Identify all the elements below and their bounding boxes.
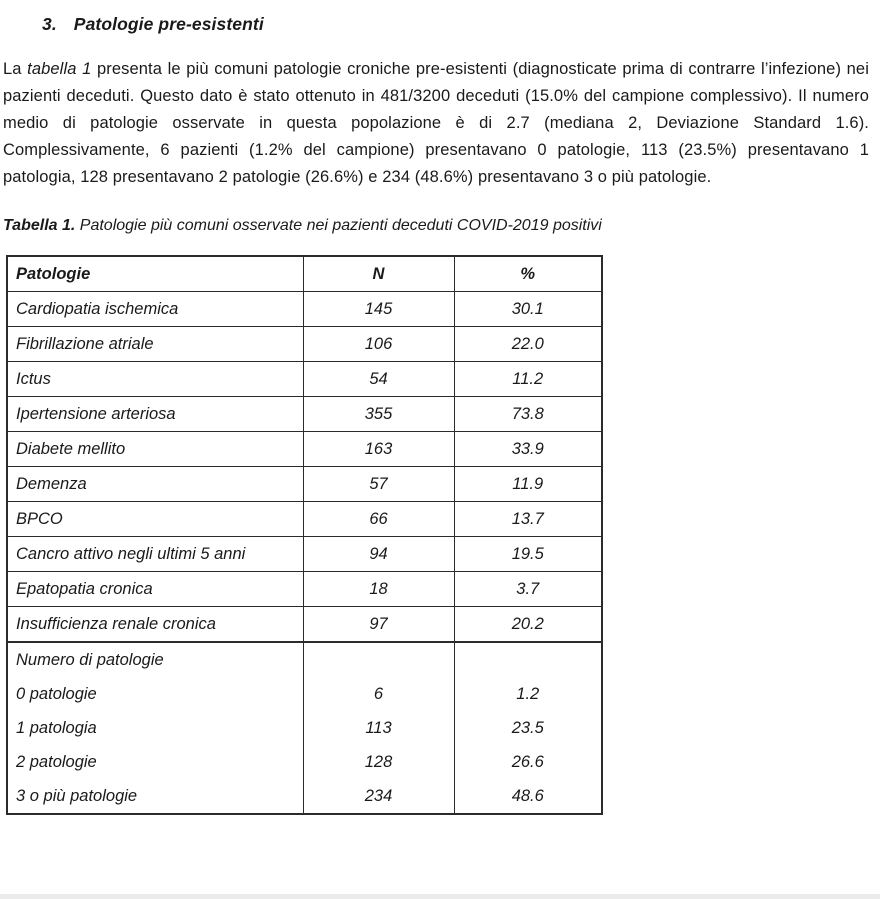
pathology-n: 106 [303, 327, 454, 362]
paragraph-body: presenta le più comuni patologie croniche pre-esistenti (diagnosticate prima di contrarre l’infezione) nei pazienti deceduti. Questo dato è stato ottenuto in 481/3200 deceduti (15.0% del campione complessivo). Il numero medio di patologie osservate in questa popolazione è di 2.7 (mediana 2, Deviazione Standard 1.6). Complessivamente, 6 pazienti (1.2% del campione) presentavano 0 patologie, 113 (23.5%) presentavano 1 patologia, 128 presentavano 2 patologie (26.6%) e 234 (48.6%) presentavano 3 o più patologie. [3, 60, 869, 186]
pathology-percent: 19.5 [454, 537, 602, 572]
pathology-percent: 33.9 [454, 432, 602, 467]
table-row [7, 572, 602, 607]
pathology-percent: 30.1 [454, 292, 602, 327]
pathology-percent: 11.2 [454, 362, 602, 397]
table-row [7, 397, 602, 432]
count-n: 113 [303, 711, 454, 745]
pathology-n: 54 [303, 362, 454, 397]
document-page [0, 14, 880, 899]
pathology-percent: 73.8 [454, 397, 602, 432]
section-row [7, 745, 602, 779]
section-heading-title: Patologie pre-esistenti [73, 14, 264, 34]
intro-paragraph [3, 56, 869, 191]
section-row [7, 711, 602, 745]
pathology-label: Diabete mellito [7, 432, 303, 467]
pathology-percent: 20.2 [454, 607, 602, 643]
section-row [7, 779, 602, 814]
pathology-label: Cancro attivo negli ultimi 5 anni [7, 537, 303, 572]
pathology-n: 94 [303, 537, 454, 572]
section-row [7, 677, 602, 711]
count-n: 6 [303, 677, 454, 711]
table-row [7, 537, 602, 572]
pathology-label: Insufficienza renale cronica [7, 607, 303, 643]
pathology-label: Demenza [7, 467, 303, 502]
column-header-n: N [303, 256, 454, 292]
paragraph-lead: La [3, 60, 28, 78]
pathology-n: 66 [303, 502, 454, 537]
pathology-percent: 3.7 [454, 572, 602, 607]
count-n: 128 [303, 745, 454, 779]
table-row [7, 432, 602, 467]
count-label: 2 patologie [7, 745, 303, 779]
table-row [7, 467, 602, 502]
pathology-percent: 13.7 [454, 502, 602, 537]
pathology-percent: 22.0 [454, 327, 602, 362]
section-heading [42, 14, 880, 35]
pathology-n: 145 [303, 292, 454, 327]
column-header-percent: % [454, 256, 602, 292]
page-bottom-edge [0, 894, 880, 899]
count-label: 0 patologie [7, 677, 303, 711]
pathology-n: 163 [303, 432, 454, 467]
table-caption-text: Patologie più comuni osservate nei pazienti deceduti COVID-2019 positivi [75, 217, 602, 234]
table-row [7, 292, 602, 327]
table-row [7, 502, 602, 537]
count-label: 3 o più patologie [7, 779, 303, 814]
pathology-n: 355 [303, 397, 454, 432]
pathology-table [6, 255, 603, 815]
paragraph-table-reference: tabella 1 [27, 60, 92, 78]
pathology-label: BPCO [7, 502, 303, 537]
pathology-label: Epatopatia cronica [7, 572, 303, 607]
table-caption-label: Tabella 1. [3, 217, 76, 234]
pathology-label: Fibrillazione atriale [7, 327, 303, 362]
table-row [7, 362, 602, 397]
table-row [7, 327, 602, 362]
pathology-label: Ictus [7, 362, 303, 397]
count-percent: 23.5 [454, 711, 602, 745]
count-percent: 26.6 [454, 745, 602, 779]
table-header-row [7, 256, 602, 292]
table-row [7, 607, 602, 643]
pathology-n: 97 [303, 607, 454, 643]
column-header-patologie: Patologie [7, 256, 303, 292]
table-caption [3, 217, 880, 235]
count-percent: 48.6 [454, 779, 602, 814]
section-title-row [7, 642, 602, 677]
empty-cell [454, 642, 602, 677]
section-heading-number: 3. [42, 14, 57, 34]
pathology-percent: 11.9 [454, 467, 602, 502]
pathology-label: Cardiopatia ischemica [7, 292, 303, 327]
count-n: 234 [303, 779, 454, 814]
pathology-label: Ipertensione arteriosa [7, 397, 303, 432]
empty-cell [303, 642, 454, 677]
count-label: 1 patologia [7, 711, 303, 745]
count-percent: 1.2 [454, 677, 602, 711]
pathology-n: 18 [303, 572, 454, 607]
pathology-n: 57 [303, 467, 454, 502]
section-title: Numero di patologie [7, 642, 303, 677]
